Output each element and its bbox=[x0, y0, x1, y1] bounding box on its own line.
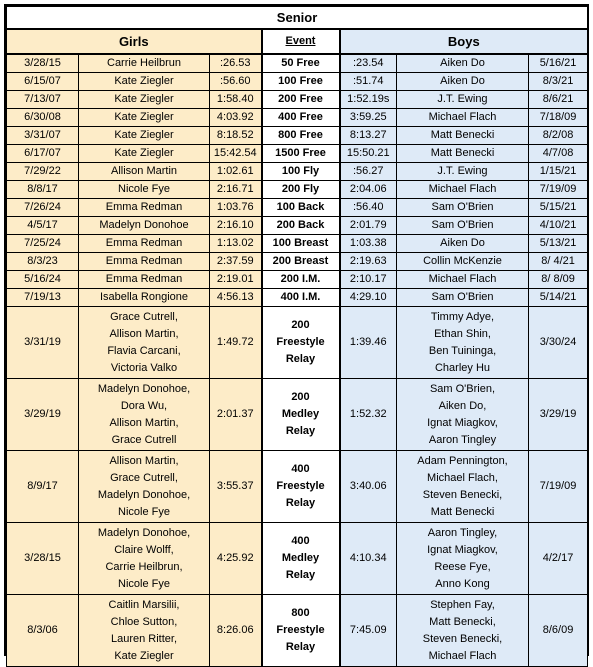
girls-date: 7/26/24 bbox=[7, 199, 79, 217]
event-header: Event bbox=[262, 29, 340, 54]
girls-date: 7/25/24 bbox=[7, 235, 79, 253]
girls-name: Emma Redman bbox=[79, 235, 210, 253]
girls-time: 1:02.61 bbox=[210, 163, 262, 181]
boys-date: 8/3/21 bbox=[529, 73, 588, 91]
swimmer-name: Allison Martin, bbox=[109, 416, 179, 429]
girls-name: Kate Ziegler bbox=[79, 127, 210, 145]
boys-relay-names bbox=[397, 595, 529, 667]
event-name bbox=[262, 451, 340, 523]
girls-date: 6/30/08 bbox=[7, 109, 79, 127]
girls-date: 3/29/19 bbox=[7, 379, 79, 451]
boys-name: J.T. Ewing bbox=[397, 91, 529, 109]
girls-name: Emma Redman bbox=[79, 199, 210, 217]
boys-name: Collin McKenzie bbox=[397, 253, 529, 271]
swimmer-name: Caitlin Marsilii, bbox=[108, 598, 180, 611]
event-line: 400 bbox=[291, 535, 310, 547]
swimmer-name: Stephen Fay, bbox=[430, 598, 495, 611]
table-row bbox=[7, 163, 588, 181]
swimmer-name: Steven Benecki, bbox=[422, 488, 503, 501]
boys-date: 4/10/21 bbox=[529, 217, 588, 235]
event-name: 100 Free bbox=[262, 73, 340, 91]
event-line: Freestyle bbox=[276, 624, 325, 636]
boys-name: Michael Flach bbox=[397, 271, 529, 289]
boys-name: Michael Flach bbox=[397, 181, 529, 199]
girls-name: Emma Redman bbox=[79, 253, 210, 271]
girls-relay-names bbox=[79, 379, 210, 451]
swimmer-name: Madelyn Donohoe, bbox=[97, 382, 191, 395]
event-name: 400 Free bbox=[262, 109, 340, 127]
girls-name: Kate Ziegler bbox=[79, 91, 210, 109]
event-line: 200 bbox=[291, 391, 310, 403]
swimmer-name: Ben Tuininga, bbox=[428, 344, 497, 357]
boys-name: Aiken Do bbox=[397, 54, 529, 73]
relay-row bbox=[7, 523, 588, 595]
swimmer-name: Aaron Tingley, bbox=[427, 526, 498, 539]
boys-date: 7/18/09 bbox=[529, 109, 588, 127]
girls-name: Carrie Heilbrun bbox=[79, 54, 210, 73]
swimmer-name: Dora Wu, bbox=[120, 399, 168, 412]
boys-date: 1/15/21 bbox=[529, 163, 588, 181]
girls-name: Madelyn Donohoe bbox=[79, 217, 210, 235]
girls-time: :26.53 bbox=[210, 54, 262, 73]
boys-date: 7/19/09 bbox=[529, 181, 588, 199]
swimmer-name: Anno Kong bbox=[435, 577, 490, 590]
event-name: 1500 Free bbox=[262, 145, 340, 163]
girls-date: 5/16/24 bbox=[7, 271, 79, 289]
swimmer-name: Michael Flach, bbox=[427, 471, 498, 484]
boys-time: 1:39.46 bbox=[340, 307, 397, 379]
swimmer-name: Reese Fye, bbox=[434, 560, 491, 573]
table-row bbox=[7, 109, 588, 127]
swimmer-name: Michael Flach bbox=[428, 649, 497, 662]
boys-time: 4:29.10 bbox=[340, 289, 397, 307]
boys-date: 5/14/21 bbox=[529, 289, 588, 307]
event-name: 100 Back bbox=[262, 199, 340, 217]
swimmer-name: Steven Benecki, bbox=[422, 632, 503, 645]
swimmer-name: Chloe Sutton, bbox=[110, 615, 178, 628]
event-name bbox=[262, 379, 340, 451]
boys-time: 2:10.17 bbox=[340, 271, 397, 289]
boys-date: 4/2/17 bbox=[529, 523, 588, 595]
girls-date: 7/29/22 bbox=[7, 163, 79, 181]
event-line: Relay bbox=[285, 641, 316, 653]
boys-time: :56.40 bbox=[340, 199, 397, 217]
swimmer-name: Aaron Tingley bbox=[428, 433, 497, 446]
boys-time: 4:10.34 bbox=[340, 523, 397, 595]
boys-date: 8/6/21 bbox=[529, 91, 588, 109]
table-row bbox=[7, 271, 588, 289]
event-line: 800 bbox=[291, 607, 310, 619]
girls-name: Allison Martin bbox=[79, 163, 210, 181]
girls-relay-names bbox=[79, 451, 210, 523]
girls-name: Kate Ziegler bbox=[79, 145, 210, 163]
girls-date: 8/8/17 bbox=[7, 181, 79, 199]
girls-time: 2:37.59 bbox=[210, 253, 262, 271]
event-name: 200 Breast bbox=[262, 253, 340, 271]
boys-time: :23.54 bbox=[340, 54, 397, 73]
girls-time: 8:18.52 bbox=[210, 127, 262, 145]
girls-date: 8/3/06 bbox=[7, 595, 79, 667]
boys-name: Sam O'Brien bbox=[397, 289, 529, 307]
table-row bbox=[7, 217, 588, 235]
event-line: Medley bbox=[281, 408, 320, 420]
swimmer-name: Madelyn Donohoe, bbox=[97, 488, 191, 501]
boys-date: 7/19/09 bbox=[529, 451, 588, 523]
boys-time: 8:13.27 bbox=[340, 127, 397, 145]
event-name: 400 I.M. bbox=[262, 289, 340, 307]
girls-name: Isabella Rongione bbox=[79, 289, 210, 307]
event-name: 200 Fly bbox=[262, 181, 340, 199]
boys-date: 5/13/21 bbox=[529, 235, 588, 253]
swimmer-name: Allison Martin, bbox=[109, 454, 179, 467]
boys-time: 1:52.19s bbox=[340, 91, 397, 109]
relay-row bbox=[7, 379, 588, 451]
swimmer-name: Nicole Fye bbox=[118, 577, 170, 590]
boys-date: 8/ 4/21 bbox=[529, 253, 588, 271]
girls-date: 7/13/07 bbox=[7, 91, 79, 109]
table-row bbox=[7, 73, 588, 91]
boys-time: :51.74 bbox=[340, 73, 397, 91]
girls-relay-names bbox=[79, 307, 210, 379]
boys-date: 8/ 8/09 bbox=[529, 271, 588, 289]
swimmer-name: Kate Ziegler bbox=[114, 649, 174, 662]
swimmer-name: Sam O'Brien, bbox=[429, 382, 496, 395]
girls-date: 6/17/07 bbox=[7, 145, 79, 163]
girls-date: 8/3/23 bbox=[7, 253, 79, 271]
boys-name: J.T. Ewing bbox=[397, 163, 529, 181]
event-line: Medley bbox=[281, 552, 320, 564]
girls-name: Kate Ziegler bbox=[79, 73, 210, 91]
event-line: 400 bbox=[291, 463, 310, 475]
records-table bbox=[4, 4, 589, 662]
girls-date: 3/31/19 bbox=[7, 307, 79, 379]
swimmer-name: Nicole Fye bbox=[118, 505, 170, 518]
event-name: 200 Back bbox=[262, 217, 340, 235]
table-row bbox=[7, 199, 588, 217]
girls-name: Emma Redman bbox=[79, 271, 210, 289]
relay-row bbox=[7, 595, 588, 667]
girls-relay-names bbox=[79, 595, 210, 667]
girls-time: 1:13.02 bbox=[210, 235, 262, 253]
boys-time: 3:40.06 bbox=[340, 451, 397, 523]
swimmer-name: Claire Wolff, bbox=[114, 543, 174, 556]
girls-time: 1:03.76 bbox=[210, 199, 262, 217]
boys-time: 2:01.79 bbox=[340, 217, 397, 235]
boys-date: 5/15/21 bbox=[529, 199, 588, 217]
event-name: 200 I.M. bbox=[262, 271, 340, 289]
event-line: 200 bbox=[291, 319, 310, 331]
boys-time: :56.27 bbox=[340, 163, 397, 181]
girls-date: 4/5/17 bbox=[7, 217, 79, 235]
girls-time: :56.60 bbox=[210, 73, 262, 91]
girls-date: 3/28/15 bbox=[7, 523, 79, 595]
swimmer-name: Allison Martin, bbox=[109, 327, 179, 340]
girls-date: 8/9/17 bbox=[7, 451, 79, 523]
girls-time: 8:26.06 bbox=[210, 595, 262, 667]
girls-date: 3/28/15 bbox=[7, 54, 79, 73]
event-name: 200 Free bbox=[262, 91, 340, 109]
swimmer-name: Carrie Heilbrun, bbox=[105, 560, 183, 573]
boys-time: 2:04.06 bbox=[340, 181, 397, 199]
event-name: 800 Free bbox=[262, 127, 340, 145]
girls-time: 3:55.37 bbox=[210, 451, 262, 523]
swimmer-name: Matt Benecki, bbox=[429, 615, 496, 628]
event-line: Relay bbox=[285, 569, 316, 581]
boys-date: 3/30/24 bbox=[529, 307, 588, 379]
boys-date: 5/16/21 bbox=[529, 54, 588, 73]
girls-time: 2:19.01 bbox=[210, 271, 262, 289]
event-name bbox=[262, 307, 340, 379]
table-row bbox=[7, 253, 588, 271]
girls-time: 1:49.72 bbox=[210, 307, 262, 379]
boys-date: 8/6/09 bbox=[529, 595, 588, 667]
swimmer-name: Matt Benecki bbox=[430, 505, 495, 518]
boys-relay-names bbox=[397, 523, 529, 595]
girls-date: 6/15/07 bbox=[7, 73, 79, 91]
swimmer-name: Timmy Adye, bbox=[430, 310, 495, 323]
boys-time: 1:03.38 bbox=[340, 235, 397, 253]
records-grid bbox=[6, 6, 588, 667]
girls-time: 4:25.92 bbox=[210, 523, 262, 595]
event-name: 100 Breast bbox=[262, 235, 340, 253]
girls-time: 2:01.37 bbox=[210, 379, 262, 451]
girls-relay-names bbox=[79, 523, 210, 595]
event-name: 50 Free bbox=[262, 54, 340, 73]
girls-time: 2:16.71 bbox=[210, 181, 262, 199]
boys-relay-names bbox=[397, 379, 529, 451]
boys-time: 2:19.63 bbox=[340, 253, 397, 271]
swimmer-name: Victoria Valko bbox=[110, 361, 178, 374]
swimmer-name: Ethan Shin, bbox=[434, 327, 491, 340]
event-line: Relay bbox=[285, 425, 316, 437]
table-row bbox=[7, 181, 588, 199]
table-row bbox=[7, 289, 588, 307]
event-name bbox=[262, 595, 340, 667]
boys-name: Aiken Do bbox=[397, 73, 529, 91]
girls-header: Girls bbox=[7, 29, 262, 54]
boys-relay-names bbox=[397, 307, 529, 379]
girls-time: 4:03.92 bbox=[210, 109, 262, 127]
swimmer-name: Adam Pennington, bbox=[417, 454, 508, 467]
swimmer-name: Flavia Carcani, bbox=[107, 344, 181, 357]
girls-time: 4:56.13 bbox=[210, 289, 262, 307]
swimmer-name: Grace Cutrell bbox=[111, 433, 177, 446]
relay-row bbox=[7, 451, 588, 523]
swimmer-name: Grace Cutrell, bbox=[110, 471, 178, 484]
swimmer-name: Madelyn Donohoe, bbox=[97, 526, 191, 539]
girls-time: 15:42.54 bbox=[210, 145, 262, 163]
girls-date: 3/31/07 bbox=[7, 127, 79, 145]
boys-time: 7:45.09 bbox=[340, 595, 397, 667]
girls-name: Nicole Fye bbox=[79, 181, 210, 199]
swimmer-name: Grace Cutrell, bbox=[110, 310, 178, 323]
table-title: Senior bbox=[7, 7, 588, 30]
swimmer-name: Aiken Do, bbox=[438, 399, 487, 412]
event-name: 100 Fly bbox=[262, 163, 340, 181]
boys-relay-names bbox=[397, 451, 529, 523]
boys-name: Sam O'Brien bbox=[397, 199, 529, 217]
boys-time: 1:52.32 bbox=[340, 379, 397, 451]
girls-name: Kate Ziegler bbox=[79, 109, 210, 127]
boys-time: 15:50.21 bbox=[340, 145, 397, 163]
girls-time: 1:58.40 bbox=[210, 91, 262, 109]
relay-row bbox=[7, 307, 588, 379]
swimmer-name: Ignat Miagkov, bbox=[427, 416, 498, 429]
girls-date: 7/19/13 bbox=[7, 289, 79, 307]
swimmer-name: Lauren Ritter, bbox=[110, 632, 178, 645]
event-line: Relay bbox=[285, 353, 316, 365]
boys-name: Michael Flach bbox=[397, 109, 529, 127]
event-name bbox=[262, 523, 340, 595]
swimmer-name: Ignat Miagkov, bbox=[427, 543, 498, 556]
girls-time: 2:16.10 bbox=[210, 217, 262, 235]
boys-date: 8/2/08 bbox=[529, 127, 588, 145]
event-line: Freestyle bbox=[276, 336, 325, 348]
boys-name: Aiken Do bbox=[397, 235, 529, 253]
table-row bbox=[7, 127, 588, 145]
event-line: Freestyle bbox=[276, 480, 325, 492]
boys-name: Matt Benecki bbox=[397, 145, 529, 163]
boys-date: 3/29/19 bbox=[529, 379, 588, 451]
boys-name: Matt Benecki bbox=[397, 127, 529, 145]
table-row bbox=[7, 145, 588, 163]
table-row bbox=[7, 54, 588, 73]
boys-time: 3:59.25 bbox=[340, 109, 397, 127]
event-line: Relay bbox=[285, 497, 316, 509]
boys-date: 4/7/08 bbox=[529, 145, 588, 163]
table-row bbox=[7, 91, 588, 109]
table-row bbox=[7, 235, 588, 253]
boys-header: Boys bbox=[340, 29, 588, 54]
boys-name: Sam O'Brien bbox=[397, 217, 529, 235]
swimmer-name: Charley Hu bbox=[434, 361, 491, 374]
